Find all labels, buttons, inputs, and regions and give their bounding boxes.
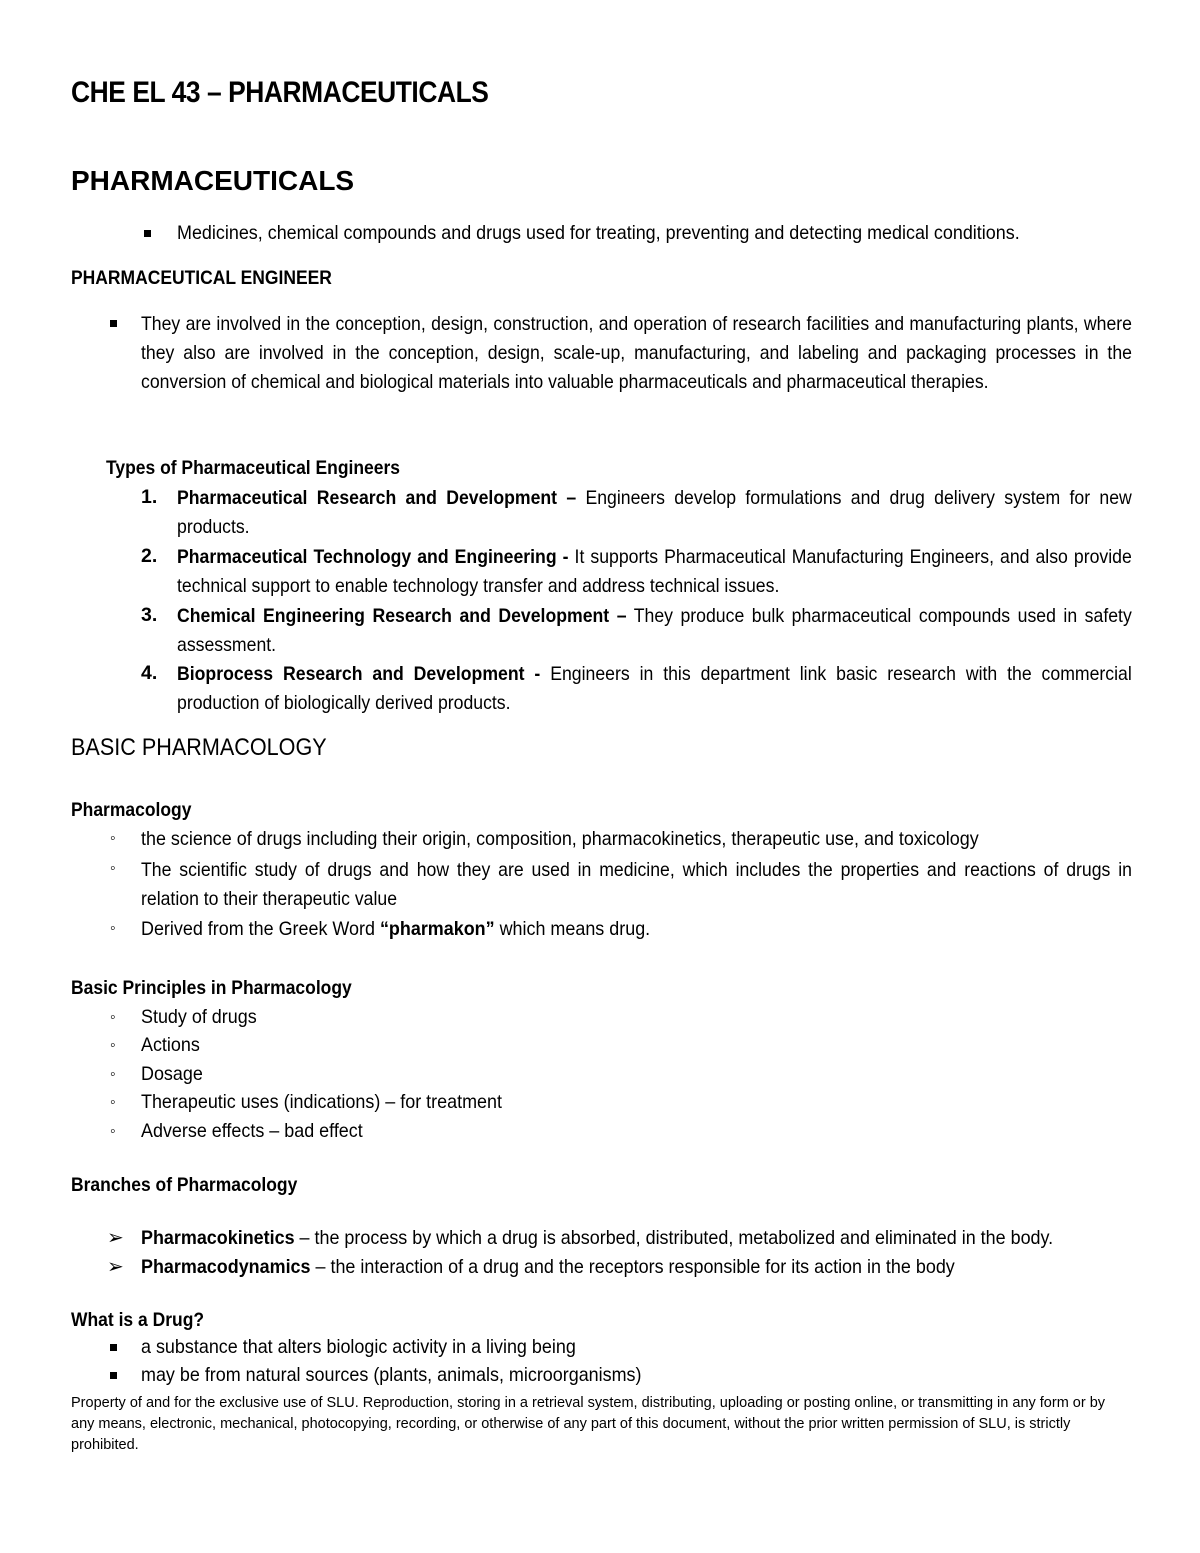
type-item-term: Pharmaceutical Research and Development – xyxy=(177,487,577,509)
circle-bullet-icon: ◦ xyxy=(110,1123,116,1140)
list-number: 2. xyxy=(141,545,158,567)
principle-item: Adverse effects – bad effect xyxy=(141,1120,363,1142)
circle-bullet-icon: ◦ xyxy=(110,920,116,937)
item-text: Derived from the Greek Word xyxy=(141,918,380,940)
branch-item xyxy=(141,1227,1053,1250)
type-item-text: It supports Pharmaceutical Manufacturing Engineers, and also provide technical support to enable technology transfer and address technical issues. xyxy=(177,546,1132,597)
square-bullet-icon xyxy=(110,320,117,327)
branch-term: Pharmacokinetics xyxy=(141,1227,295,1249)
type-item-2 xyxy=(177,543,1132,601)
list-number: 1. xyxy=(141,486,158,508)
circle-bullet-icon: ◦ xyxy=(110,1037,116,1054)
heading-pharmacology: Pharmacology xyxy=(71,800,192,821)
list-number: 4. xyxy=(141,662,158,684)
list-number: 3. xyxy=(141,604,158,626)
type-item-text: Engineers develop formulations and drug delivery system for new products. xyxy=(177,487,1132,538)
square-bullet-icon xyxy=(110,1344,117,1351)
branch-item xyxy=(141,1256,955,1279)
pharmacology-item: The scientific study of drugs and how they are used in medicine, which includes the properties and reactions of drugs in relation to their therapeutic value xyxy=(141,859,1132,910)
arrow-bullet-icon: ➢ xyxy=(107,1256,124,1278)
heading-branches: Branches of Pharmacology xyxy=(71,1175,298,1196)
branch-term: Pharmacodynamics xyxy=(141,1256,311,1278)
type-item-1 xyxy=(177,484,1132,542)
square-bullet-icon xyxy=(144,230,151,237)
circle-bullet-icon: ◦ xyxy=(110,860,116,877)
principle-item: Study of drugs xyxy=(141,1006,257,1028)
heading-basic-pharmacology: BASIC PHARMACOLOGY xyxy=(71,734,327,761)
type-item-term: Pharmaceutical Technology and Engineering - xyxy=(177,546,569,568)
type-item-term: Chemical Engineering Research and Development – xyxy=(177,605,627,627)
heading-basic-principles: Basic Principles in Pharmacology xyxy=(71,978,352,999)
heading-types-of-engineers: Types of Pharmaceutical Engineers xyxy=(106,458,401,479)
heading-pharmaceuticals: PHARMACEUTICALS xyxy=(71,165,355,196)
heading-pharmaceutical-engineer: PHARMACEUTICAL ENGINEER xyxy=(71,268,332,289)
type-item-text: They produce bulk pharmaceutical compounds used in safety assessment. xyxy=(177,605,1132,656)
heading-what-is-a-drug: What is a Drug? xyxy=(71,1310,205,1331)
arrow-bullet-icon: ➢ xyxy=(107,1227,124,1249)
branch-text: – the interaction of a drug and the receptors responsible for its action in the body xyxy=(310,1256,955,1278)
drug-item: may be from natural sources (plants, animals, microorganisms) xyxy=(141,1364,642,1386)
circle-bullet-icon: ◦ xyxy=(110,830,116,847)
principle-item: Dosage xyxy=(141,1063,203,1085)
item-text: which means drug. xyxy=(494,918,651,940)
drug-item: a substance that alters biologic activity in a living being xyxy=(141,1336,576,1358)
circle-bullet-icon: ◦ xyxy=(110,1009,116,1026)
square-bullet-icon xyxy=(110,1372,117,1379)
type-item-4 xyxy=(177,660,1132,718)
copyright-footer: Property of and for the exclusive use of SLU. Reproduction, storing in a retrieval system, distributing, uploading or posting online, or transmitting in any form or by any means, electronic, mechanical, photocopying, recording, or otherwise of any part of this document, without the prior written permission of SLU, is strictly prohibited. xyxy=(71,1395,1106,1453)
circle-bullet-icon: ◦ xyxy=(110,1066,116,1083)
type-item-term: Bioprocess Research and Development - xyxy=(177,663,541,685)
type-item-3 xyxy=(177,602,1132,660)
pharmaceuticals-definition: Medicines, chemical compounds and drugs used for treating, preventing and detecting medical conditions. xyxy=(177,222,1020,244)
circle-bullet-icon: ◦ xyxy=(110,1094,116,1111)
branch-text: – the process by which a drug is absorbed, distributed, metabolized and eliminated in the body. xyxy=(294,1227,1054,1249)
type-item-text: Engineers in this department link basic research with the commercial production of biologically derived products. xyxy=(177,663,1132,714)
pharmaceutical-engineer-description: They are involved in the conception, design, construction, and operation of research facilities and manufacturing plants, where they also are involved in the conception, design, scale-up, manufacturing, and labeling and packaging processes in the conversion of chemical and biological materials into valuable pharmaceuticals and pharmaceutical therapies. xyxy=(141,313,1132,393)
pharmacology-item: the science of drugs including their origin, composition, pharmacokinetics, therapeutic use, and toxicology xyxy=(141,828,979,850)
document-title: CHE EL 43 – PHARMACEUTICALS xyxy=(71,76,489,109)
principle-item: Therapeutic uses (indications) – for treatment xyxy=(141,1091,502,1113)
pharmacology-item xyxy=(141,918,650,941)
item-bold-term: “pharmakon” xyxy=(379,918,495,940)
principle-item: Actions xyxy=(141,1034,200,1056)
